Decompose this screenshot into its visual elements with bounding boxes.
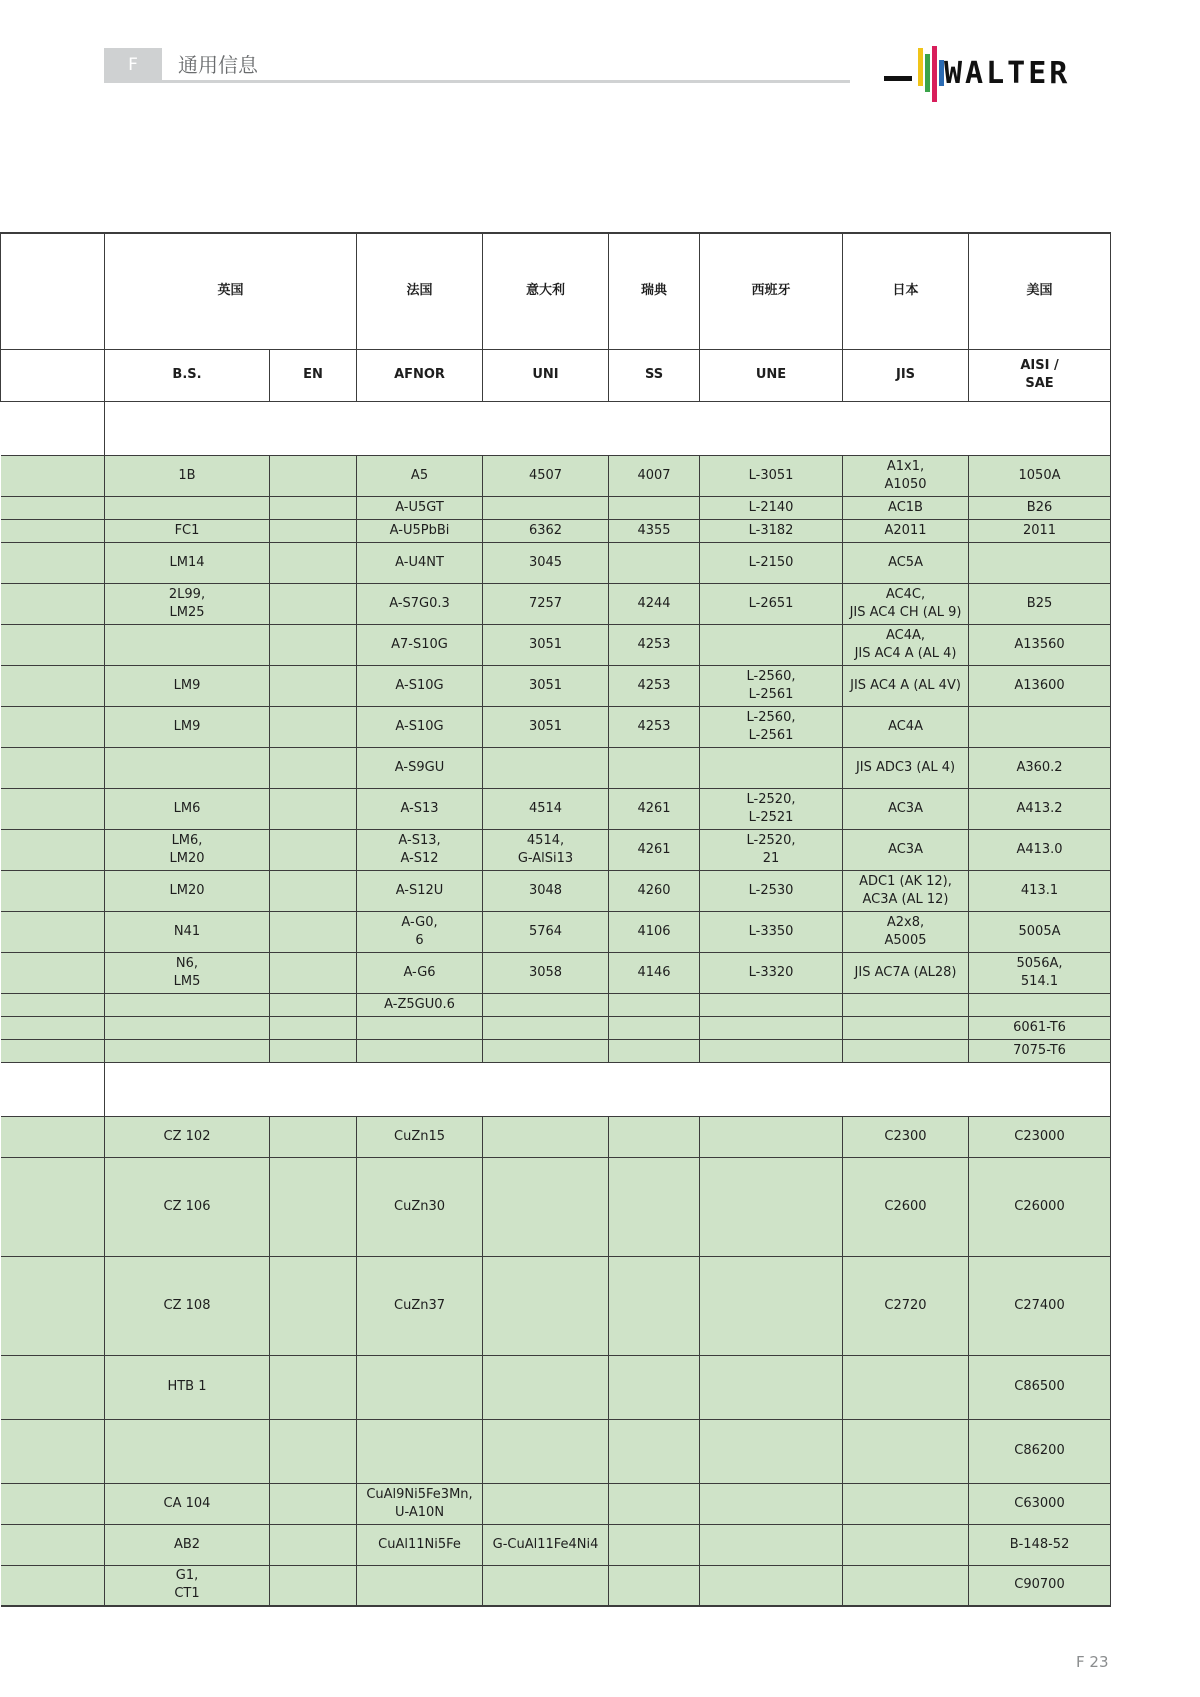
table-row (1, 1483, 1111, 1524)
table-cell: 4507 (483, 455, 609, 496)
table-cell: A413.0 (969, 829, 1111, 870)
table-cell (483, 1256, 609, 1355)
table-cell (270, 1016, 357, 1039)
table-cell (270, 519, 357, 542)
table-cell (843, 1524, 969, 1565)
table-cell: 3058 (483, 952, 609, 993)
table-cell: L-2140 (700, 496, 843, 519)
row-label-cell (1, 624, 105, 665)
table-cell (609, 1524, 700, 1565)
table-cell (609, 1039, 700, 1062)
table-cell (270, 1565, 357, 1606)
row-label-cell (1, 706, 105, 747)
table-cell: 1B (105, 455, 270, 496)
table-cell (270, 1419, 357, 1483)
row-label-cell (1, 870, 105, 911)
table-cell: A360.2 (969, 747, 1111, 788)
table-cell (700, 1524, 843, 1565)
table-cell (609, 993, 700, 1016)
table-cell: 3051 (483, 665, 609, 706)
table-cell: 3051 (483, 706, 609, 747)
group-spacer-row (1, 401, 1111, 455)
country-header: 西班牙 (700, 233, 843, 349)
country-header: 瑞典 (609, 233, 700, 349)
table-cell (270, 496, 357, 519)
table-cell: 5056A, 514.1 (969, 952, 1111, 993)
table-cell (105, 624, 270, 665)
table-cell: 4146 (609, 952, 700, 993)
table-row (1, 706, 1111, 747)
table-cell (270, 870, 357, 911)
table-row (1, 870, 1111, 911)
table-corner (1, 349, 105, 401)
table-cell (270, 583, 357, 624)
table-cell (270, 1256, 357, 1355)
row-label-cell (1, 747, 105, 788)
table-cell: LM14 (105, 542, 270, 583)
row-label-cell (1, 1016, 105, 1039)
table-cell (483, 1483, 609, 1524)
table-cell: CuAl9Ni5Fe3Mn, U-A10N (357, 1483, 483, 1524)
table-cell: L-3350 (700, 911, 843, 952)
logo-bar-magenta (932, 46, 937, 102)
table-corner (1, 233, 105, 349)
table-cell (483, 496, 609, 519)
row-label-cell (1, 665, 105, 706)
table-cell (700, 1157, 843, 1256)
table-row (1, 1419, 1111, 1483)
table-cell: 4106 (609, 911, 700, 952)
table-cell: LM6, LM20 (105, 829, 270, 870)
table-cell (843, 1039, 969, 1062)
table-cell (700, 1419, 843, 1483)
table-cell: A-S9GU (357, 747, 483, 788)
table-cell: A413.2 (969, 788, 1111, 829)
table-cell: B25 (969, 583, 1111, 624)
table-cell: 2L99, LM25 (105, 583, 270, 624)
table-cell: B26 (969, 496, 1111, 519)
table-cell (609, 1157, 700, 1256)
header-rule (104, 80, 850, 83)
row-label-cell (1, 1116, 105, 1157)
table-cell: 4261 (609, 829, 700, 870)
table-cell (105, 1039, 270, 1062)
table-cell: A-U5GT (357, 496, 483, 519)
row-label-cell (1, 1483, 105, 1524)
row-label-cell (1, 1565, 105, 1606)
row-label-cell (1, 1355, 105, 1419)
table-row (1, 496, 1111, 519)
table-cell: CuZn37 (357, 1256, 483, 1355)
logo-dash (884, 76, 912, 81)
table-cell: A13560 (969, 624, 1111, 665)
table-cell (609, 1256, 700, 1355)
section-tab: F (104, 48, 162, 82)
table-cell: 413.1 (969, 870, 1111, 911)
table-cell (483, 747, 609, 788)
table-cell (483, 1419, 609, 1483)
table-cell: CA 104 (105, 1483, 270, 1524)
row-label-cell (1, 1524, 105, 1565)
table-row (1, 583, 1111, 624)
table-cell: A-S13, A-S12 (357, 829, 483, 870)
table-cell (270, 829, 357, 870)
table-cell (609, 496, 700, 519)
table-row (1, 624, 1111, 665)
table-cell (270, 911, 357, 952)
table-row (1, 1565, 1111, 1606)
table-cell: C2600 (843, 1157, 969, 1256)
table-cell: 5764 (483, 911, 609, 952)
table-cell (270, 1039, 357, 1062)
table-cell (843, 1565, 969, 1606)
row-label-cell (1, 993, 105, 1016)
standard-header: AFNOR (357, 349, 483, 401)
table-cell: 4260 (609, 870, 700, 911)
table-cell (843, 993, 969, 1016)
table-cell: AC1B (843, 496, 969, 519)
table-cell: A-S7G0.3 (357, 583, 483, 624)
table-cell: 7075-T6 (969, 1039, 1111, 1062)
row-label-cell (1, 1062, 105, 1116)
table-cell (609, 747, 700, 788)
table-cell (270, 706, 357, 747)
table-row (1, 1157, 1111, 1256)
group-spacer-cell (105, 1062, 1111, 1116)
table-cell (270, 747, 357, 788)
table-cell (969, 706, 1111, 747)
table-cell (105, 496, 270, 519)
table-cell: C26000 (969, 1157, 1111, 1256)
table-cell (700, 1483, 843, 1524)
table-cell: CuZn15 (357, 1116, 483, 1157)
standard-header: UNE (700, 349, 843, 401)
table-cell: G-CuAl11Fe4Ni4 (483, 1524, 609, 1565)
group-spacer-cell (105, 401, 1111, 455)
table-cell: C90700 (969, 1565, 1111, 1606)
table-cell: L-3320 (700, 952, 843, 993)
table-cell: L-2520, L-2521 (700, 788, 843, 829)
table-cell: C63000 (969, 1483, 1111, 1524)
table-cell: 4244 (609, 583, 700, 624)
table-cell: 4514 (483, 788, 609, 829)
table-cell: 4253 (609, 706, 700, 747)
table-cell: CuZn30 (357, 1157, 483, 1256)
table-row (1, 519, 1111, 542)
table-cell: G1, CT1 (105, 1565, 270, 1606)
table-cell: A7-S10G (357, 624, 483, 665)
table-cell: C23000 (969, 1116, 1111, 1157)
table-row (1, 1524, 1111, 1565)
table-cell: LM9 (105, 665, 270, 706)
table-cell: JIS AC4 A (AL 4V) (843, 665, 969, 706)
table-cell (843, 1355, 969, 1419)
table-cell: 4514, G-AlSi13 (483, 829, 609, 870)
row-label-cell (1, 542, 105, 583)
table-cell: LM20 (105, 870, 270, 911)
table-cell: A1x1, A1050 (843, 455, 969, 496)
table-cell: CZ 108 (105, 1256, 270, 1355)
table-cell: A5 (357, 455, 483, 496)
table-cell (270, 665, 357, 706)
table-cell (483, 993, 609, 1016)
row-label-cell (1, 519, 105, 542)
table-cell: JIS AC7A (AL28) (843, 952, 969, 993)
table-cell: AB2 (105, 1524, 270, 1565)
table-cell: L-2150 (700, 542, 843, 583)
table-cell: L-3182 (700, 519, 843, 542)
country-header: 意大利 (483, 233, 609, 349)
table-cell: L-3051 (700, 455, 843, 496)
table-cell: B-148-52 (969, 1524, 1111, 1565)
table-cell (700, 1355, 843, 1419)
row-label-cell (1, 911, 105, 952)
table-cell: FC1 (105, 519, 270, 542)
row-label-cell (1, 1157, 105, 1256)
row-label-cell (1, 788, 105, 829)
table-row (1, 788, 1111, 829)
table-cell: 4261 (609, 788, 700, 829)
table-row (1, 1039, 1111, 1062)
standard-header: AISI / SAE (969, 349, 1111, 401)
table-cell: CuAl11Ni5Fe (357, 1524, 483, 1565)
table-cell: C27400 (969, 1256, 1111, 1355)
table-cell: L-2520, 21 (700, 829, 843, 870)
table-cell: CZ 102 (105, 1116, 270, 1157)
table-cell: A-S12U (357, 870, 483, 911)
table-cell (270, 1483, 357, 1524)
table-cell: L-2560, L-2561 (700, 665, 843, 706)
table-cell (700, 747, 843, 788)
table-cell (483, 1157, 609, 1256)
table-cell: N41 (105, 911, 270, 952)
logo-bar-yellow (918, 48, 923, 86)
country-header: 法国 (357, 233, 483, 349)
table-cell: AC4A, JIS AC4 A (AL 4) (843, 624, 969, 665)
table-cell: 5005A (969, 911, 1111, 952)
walter-logo: WALTER (944, 56, 1071, 91)
table-cell: A2x8, A5005 (843, 911, 969, 952)
country-header: 美国 (969, 233, 1111, 349)
table-cell (609, 1355, 700, 1419)
table-cell: L-2651 (700, 583, 843, 624)
table-cell (105, 1419, 270, 1483)
table-cell: 6362 (483, 519, 609, 542)
table-cell (270, 1116, 357, 1157)
table-cell (270, 455, 357, 496)
table-row (1, 1016, 1111, 1039)
table-cell: AC4A (843, 706, 969, 747)
table-cell: A-G0, 6 (357, 911, 483, 952)
table-cell: A-G6 (357, 952, 483, 993)
table-cell: 4007 (609, 455, 700, 496)
standard-header: UNI (483, 349, 609, 401)
table-cell: A2011 (843, 519, 969, 542)
standard-header: B.S. (105, 349, 270, 401)
table-cell (700, 1016, 843, 1039)
table-row (1, 993, 1111, 1016)
table-cell (483, 1039, 609, 1062)
table-cell (357, 1419, 483, 1483)
row-label-cell (1, 496, 105, 519)
table-cell (270, 542, 357, 583)
row-label-cell (1, 1419, 105, 1483)
table-cell (969, 542, 1111, 583)
materials-comparison-table (0, 232, 1111, 1607)
table-cell (357, 1355, 483, 1419)
table-cell: 4253 (609, 624, 700, 665)
table-cell: CZ 106 (105, 1157, 270, 1256)
table-row (1, 747, 1111, 788)
table-cell (105, 747, 270, 788)
table-cell (270, 1157, 357, 1256)
table-cell (700, 1565, 843, 1606)
row-label-cell (1, 583, 105, 624)
table-row (1, 542, 1111, 583)
table-cell: 2011 (969, 519, 1111, 542)
table-cell: C2300 (843, 1116, 969, 1157)
table-cell: A-S10G (357, 706, 483, 747)
table-cell: LM9 (105, 706, 270, 747)
table-cell (357, 1016, 483, 1039)
table-cell (609, 1483, 700, 1524)
table-cell (483, 1565, 609, 1606)
table-row (1, 1256, 1111, 1355)
table-cell: C2720 (843, 1256, 969, 1355)
country-header: 日本 (843, 233, 969, 349)
table-cell (700, 1256, 843, 1355)
table-cell: A-U4NT (357, 542, 483, 583)
table-cell: AC3A (843, 829, 969, 870)
table-cell: C86200 (969, 1419, 1111, 1483)
table-row (1, 911, 1111, 952)
table-cell (843, 1016, 969, 1039)
table-cell (609, 1565, 700, 1606)
table-cell: A-S13 (357, 788, 483, 829)
row-label-cell (1, 401, 105, 455)
table-cell: A-U5PbBi (357, 519, 483, 542)
table-row (1, 455, 1111, 496)
table-cell (483, 1016, 609, 1039)
table-cell: AC4C, JIS AC4 CH (AL 9) (843, 583, 969, 624)
table-cell: LM6 (105, 788, 270, 829)
table-cell (105, 1016, 270, 1039)
table-cell (357, 1565, 483, 1606)
table-row (1, 1116, 1111, 1157)
table-cell: 3045 (483, 542, 609, 583)
page-number: F 23 (1076, 1653, 1109, 1671)
table-cell: 3048 (483, 870, 609, 911)
table-cell (609, 1116, 700, 1157)
table-row (1, 829, 1111, 870)
table-cell (270, 788, 357, 829)
table-cell: ADC1 (AK 12), AC3A (AL 12) (843, 870, 969, 911)
standard-header: EN (270, 349, 357, 401)
table-cell (270, 952, 357, 993)
table-cell (357, 1039, 483, 1062)
section-title: 通用信息 (178, 53, 258, 77)
table-cell (483, 1116, 609, 1157)
row-label-cell (1, 952, 105, 993)
standard-header: SS (609, 349, 700, 401)
table-row (1, 665, 1111, 706)
table-cell: 7257 (483, 583, 609, 624)
table-cell (270, 1355, 357, 1419)
country-header: 英国 (105, 233, 357, 349)
table-row (1, 1355, 1111, 1419)
table-cell (700, 624, 843, 665)
table-cell: AC3A (843, 788, 969, 829)
table-cell (969, 993, 1111, 1016)
table-cell: A13600 (969, 665, 1111, 706)
table-cell (609, 1419, 700, 1483)
table-cell: AC5A (843, 542, 969, 583)
table-cell: L-2560, L-2561 (700, 706, 843, 747)
table-cell: A-S10G (357, 665, 483, 706)
logo-bar-green (925, 54, 930, 92)
table-cell (700, 1116, 843, 1157)
table-row (1, 952, 1111, 993)
table-cell (270, 624, 357, 665)
table-cell (270, 1524, 357, 1565)
row-label-cell (1, 1039, 105, 1062)
table-cell: C86500 (969, 1355, 1111, 1419)
table-cell: HTB 1 (105, 1355, 270, 1419)
table-cell: 1050A (969, 455, 1111, 496)
table-cell: JIS ADC3 (AL 4) (843, 747, 969, 788)
group-spacer-row (1, 1062, 1111, 1116)
table-cell (700, 993, 843, 1016)
table-cell: L-2530 (700, 870, 843, 911)
table-cell: 4355 (609, 519, 700, 542)
table-cell (700, 1039, 843, 1062)
row-label-cell (1, 455, 105, 496)
table-cell (843, 1419, 969, 1483)
row-label-cell (1, 829, 105, 870)
table-cell (105, 993, 270, 1016)
table-cell: 3051 (483, 624, 609, 665)
standard-header: JIS (843, 349, 969, 401)
table-cell (843, 1483, 969, 1524)
table-cell: 4253 (609, 665, 700, 706)
table-cell (483, 1355, 609, 1419)
table-cell (609, 1016, 700, 1039)
table-cell: 6061-T6 (969, 1016, 1111, 1039)
table-cell (609, 542, 700, 583)
table-cell: N6, LM5 (105, 952, 270, 993)
row-label-cell (1, 1256, 105, 1355)
table-cell: A-Z5GU0.6 (357, 993, 483, 1016)
table-cell (270, 993, 357, 1016)
